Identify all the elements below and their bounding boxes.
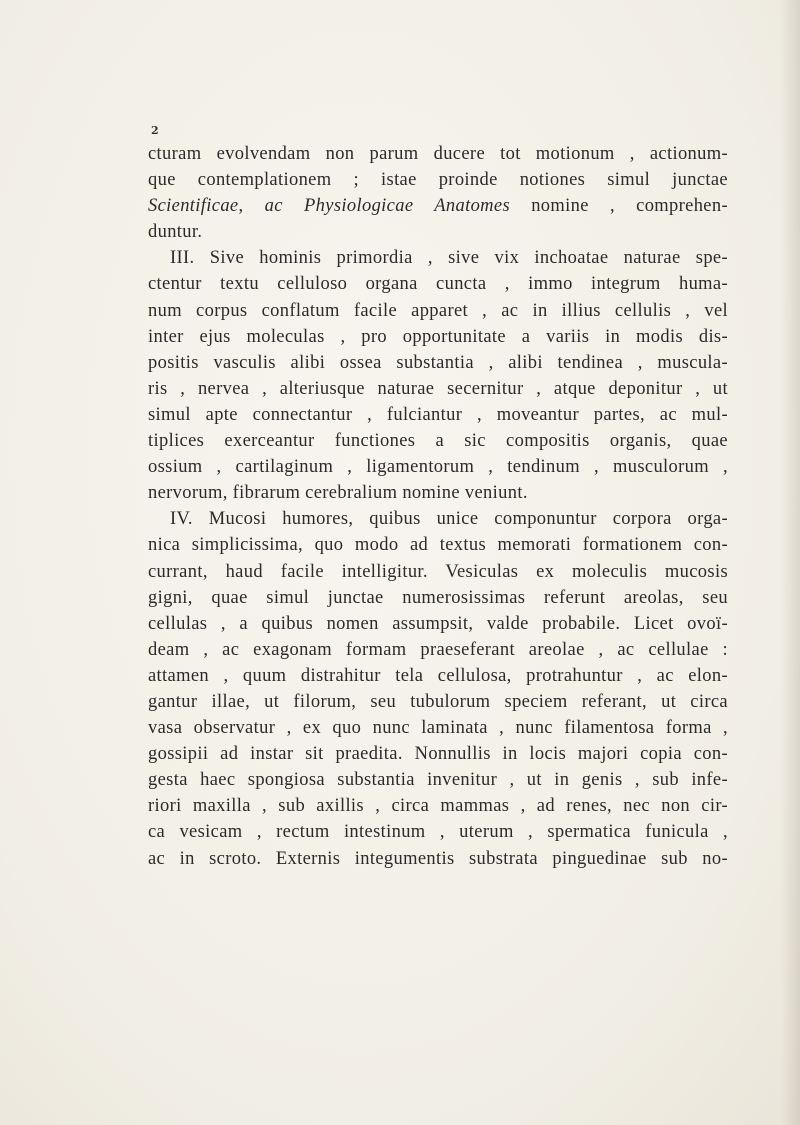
text-line: simul apte connectantur , fulciantur , moveantur partes, ac mul-	[148, 404, 728, 425]
text-line	[148, 193, 728, 219]
italic-text: Scientificae	[148, 196, 239, 217]
text-line: ossium , cartilaginum , ligamentorum , tendinum , musculorum ,	[148, 457, 728, 478]
text-line: nervorum, fibrarum cerebralium nomine veniunt.	[148, 483, 528, 504]
text-line: cturam evolvendam non parum ducere tot motionum , actionum-	[148, 144, 728, 164]
paragraph-cont	[148, 141, 728, 245]
text-line: ctentur textu celluloso organa cuncta , immo integrum huma-	[148, 274, 728, 295]
text-line	[148, 167, 728, 193]
text-line: ris , nervea , alteriusque naturae secernitur , atque deponitur , ut	[148, 378, 728, 399]
text-line: gigni, quae simul junctae numerosissimas referunt areolas, seu	[148, 587, 728, 608]
paragraph-iii	[148, 245, 728, 506]
text-span: ,	[238, 196, 265, 217]
page-edge-shadow	[780, 0, 800, 1125]
text-line: vasa observatur , ex quo nunc laminata , nunc filamentosa forma ,	[148, 718, 728, 739]
text-line: inter ejus moleculas , pro opportunitate a variis in modis dis-	[148, 326, 728, 347]
text-line: deam , ac exagonam formam praeseferant areolae , ac cellulae :	[148, 639, 728, 660]
text-line: tiplices exerceantur functiones a sic compositis organis, quae	[148, 431, 728, 452]
text-span: que contemplationem ; istae proinde notiones simul junctae	[148, 170, 728, 191]
text-line: positis vasculis alibi ossea substantia , alibi tendinea , muscula-	[148, 352, 728, 373]
text-line: num corpus conflatum facile apparet , ac in illius cellulis , vel	[148, 300, 728, 321]
text-line: ca vesicam , rectum intestinum , uterum , spermatica funicula ,	[148, 822, 728, 843]
paragraph-iv	[148, 506, 728, 871]
text-line: gossipii ad instar sit praedita. Nonnullis in locis majori copia con-	[148, 744, 728, 765]
text-line: duntur.	[148, 222, 203, 243]
text-line: currant, haud facile intelligitur. Vesiculas ex moleculis mucosis	[148, 561, 728, 582]
body-text	[148, 141, 728, 872]
text-line: gesta haec spongiosa substantia invenitur , ut in genis , sub infe-	[148, 770, 728, 791]
text-line: IV. Mucosi humores, quibus unice componuntur corpora orga-	[170, 509, 728, 530]
text-line: riori maxilla , sub axillis , circa mammas , ad renes, nec non cir-	[148, 796, 728, 817]
italic-text: ac Physiologicae Anatomes	[264, 196, 510, 217]
text-span: nomine , comprehen-	[510, 196, 728, 217]
text-line: attamen , quum distrahitur tela cellulosa, protrahuntur , ac elon-	[148, 665, 728, 686]
text-line: III. Sive hominis primordia , sive vix inchoatae naturae spe-	[170, 248, 728, 269]
text-line: cellulas , a quibus nomen assumpsit, valde probabile. Licet ovoï-	[148, 613, 728, 634]
text-line: gantur illae, ut filorum, seu tubulorum speciem referant, ut circa	[148, 691, 728, 712]
text-line: nica simplicissima, quo modo ad textus memorati formationem con-	[148, 535, 728, 556]
text-line: ac in scroto. Externis integumentis substrata pinguedinae sub no-	[148, 848, 728, 869]
page-number: 2	[151, 124, 159, 137]
